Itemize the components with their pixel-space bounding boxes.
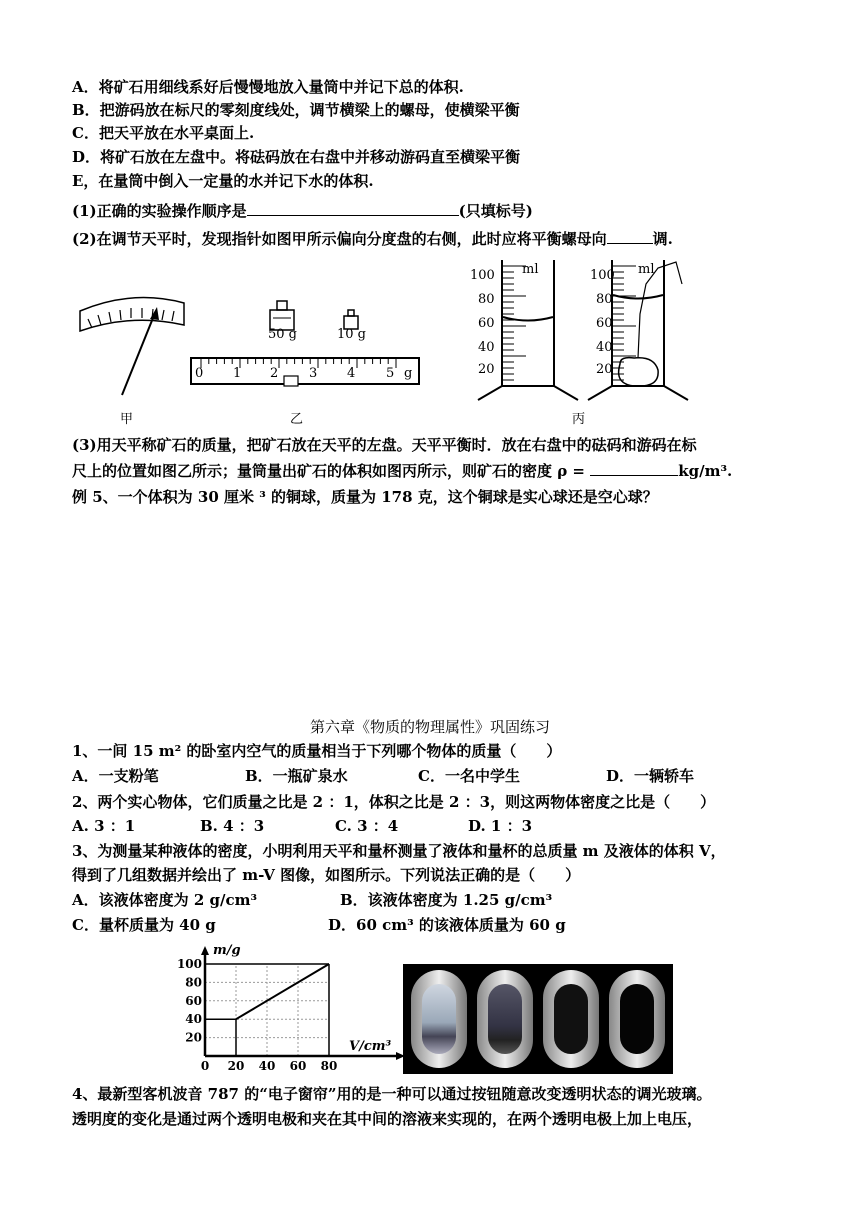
s-q3-option-b: B．该液体密度为 1.25 g/cm³ (340, 891, 553, 909)
window-1 (411, 970, 467, 1068)
question-2-suffix: 调. (652, 230, 673, 248)
ruler-tick-0: 0 (195, 366, 204, 381)
ruler-tick-2: 2 (270, 366, 279, 381)
cyl1-tick-40: 40 (478, 340, 495, 355)
y-tick-60: 60 (185, 993, 202, 1008)
weight-50g-label: 50 g (268, 327, 297, 342)
x-tick-80: 80 (320, 1059, 338, 1073)
option-e: E，在量筒中倒入一定量的水并记下水的体积. (72, 172, 374, 190)
cyl2-tick-60: 60 (596, 316, 613, 331)
answer-blank-3[interactable] (590, 461, 678, 476)
window-shades-photo (403, 964, 673, 1074)
answer-blank-2[interactable] (607, 229, 653, 244)
cyl1-tick-60: 60 (478, 316, 495, 331)
x-tick-60: 60 (289, 1059, 307, 1073)
example-5: 例 5、一个体积为 30 厘米 ³ 的铜球，质量为 178 克，这个铜球是实心球还是空心球？ (72, 488, 658, 506)
s-question-3-line1: 3、为测量某种液体的密度，小明利用天平和量杯测量了液体和量杯的总质量 m 及液体的体积 V， (72, 842, 726, 860)
ruler-tick-5: 5 (386, 366, 395, 381)
section-title: 第六章《物质的物理属性》巩固练习 (309, 718, 550, 736)
figure-jia-label: 甲 (120, 412, 134, 427)
x-tick-40: 40 (258, 1059, 276, 1073)
s-question-4-line2: 透明度的变化是通过两个透明电极和夹在其中间的溶液来实现的，在两个透明电极上加上电压， (72, 1110, 703, 1128)
question-3-suffix: kg/m³. (678, 462, 733, 480)
option-b: B．把游码放在标尺的零刻度线处，调节横梁上的螺母，使横梁平衡 (72, 101, 520, 119)
s-q1-option-a: A．一支粉笔 (72, 767, 159, 785)
answer-blank-1[interactable] (247, 201, 459, 216)
s-question-3-line2: 得到了几组数据并绘出了 m-V 图像，如图所示。下列说法正确的是（ ） (72, 866, 581, 884)
s-q2-option-a: A. 3 ：1 (72, 817, 136, 835)
y-tick-80: 80 (185, 975, 202, 990)
ruler-tick-4: 4 (347, 366, 356, 381)
x-axis-label: V/cm³ (349, 1039, 392, 1054)
s-q1-option-c: C．一名中学生 (418, 767, 520, 785)
question-1 (72, 200, 533, 222)
cyl2-tick-40: 40 (596, 340, 613, 355)
s-question-1: 1、一间 15 m² 的卧室内空气的质量相当于下列哪个物体的质量（ ） (72, 742, 562, 760)
figure-jia-dial (72, 285, 197, 400)
y-axis-label: m/g (213, 943, 241, 958)
s-q3-option-a: A．该液体密度为 2 g/cm³ (72, 891, 258, 909)
weight-10g-label: 10 g (337, 327, 366, 342)
y-axis-arrow (201, 946, 209, 955)
figure-bing-label: 丙 (572, 412, 586, 427)
question-2 (72, 228, 673, 250)
s-question-2: 2、两个实心物体，它们质量之比是 2 ：1，体积之比是 2 ：3，则这两物体密度之比是（ ） (72, 793, 716, 811)
question-3-line2 (72, 460, 732, 482)
y-tick-40: 40 (185, 1012, 202, 1027)
cyl2-tick-100: 100 (590, 268, 615, 283)
s-q1-option-b: B．一瓶矿泉水 (245, 767, 348, 785)
window-shades-illustration (403, 964, 673, 1074)
ruler-unit: g (404, 366, 413, 381)
window-3 (543, 970, 599, 1068)
x-tick-20: 20 (227, 1059, 245, 1073)
rider-slider (284, 376, 298, 386)
s-question-4-line1: 4、最新型客机波音 787 的“电子窗帘”用的是一种可以通过按钮随意改变透明状态的调光玻璃。 (72, 1085, 712, 1103)
weight-50g-icon (270, 301, 294, 330)
y-tick-100: 100 (176, 957, 202, 971)
ruler-tick-3: 3 (309, 366, 318, 381)
cyl1-tick-20: 20 (478, 362, 495, 377)
s-q2-option-d: D. 1 ：3 (468, 817, 533, 835)
question-1-prefix: (1)正确的实验操作顺序是 (72, 202, 247, 220)
ore-rock (619, 358, 659, 387)
ruler-tick-1: 1 (233, 366, 242, 381)
window-4 (609, 970, 665, 1068)
question-3-prefix: 尺上的位置如图乙所示；量筒量出矿石的体积如图丙所示，则矿石的密度 ρ = (72, 462, 585, 480)
s-q3-option-d: D．60 cm³ 的该液体质量为 60 g (328, 916, 566, 934)
cyl1-tick-100: 100 (470, 268, 495, 283)
question-2-prefix: (2)在调节天平时，发现指针如图甲所示偏向分度盘的右侧，此时应将平衡螺母向 (72, 230, 607, 248)
cylinder-1-unit: ml (522, 262, 539, 277)
window-2 (477, 970, 533, 1068)
s-q2-option-b: B. 4 ：3 (200, 817, 265, 835)
s-q2-option-c: C. 3 ：4 (335, 817, 399, 835)
x-tick-0: 0 (200, 1059, 210, 1073)
series-line (236, 964, 329, 1019)
option-d: D．将矿石放在左盘中。将砝码放在右盘中并移动游码直至横梁平衡 (72, 148, 521, 166)
s-q1-option-d: D．一辆轿车 (606, 767, 695, 785)
cyl2-tick-80: 80 (596, 292, 613, 307)
option-c: C．把天平放在水平桌面上. (72, 124, 255, 142)
question-1-suffix: (只填标号) (458, 202, 533, 220)
s-q3-option-c: C．量杯质量为 40 g (72, 916, 216, 934)
cyl1-tick-80: 80 (478, 292, 495, 307)
question-3-line1: (3)用天平称矿石的质量，把矿石放在天平的左盘。天平平衡时．放在右盘中的砝码和游码在标 (72, 436, 697, 454)
y-tick-20: 20 (185, 1030, 202, 1045)
mv-chart (176, 940, 405, 1075)
figure-bing-cylinders (462, 254, 712, 404)
cyl2-tick-20: 20 (596, 362, 613, 377)
option-a: A．将矿石用细线系好后慢慢地放入量筒中并记下总的体积. (72, 78, 464, 96)
cylinder-2-unit: ml (638, 262, 655, 277)
figure-yi-label: 乙 (290, 412, 304, 427)
